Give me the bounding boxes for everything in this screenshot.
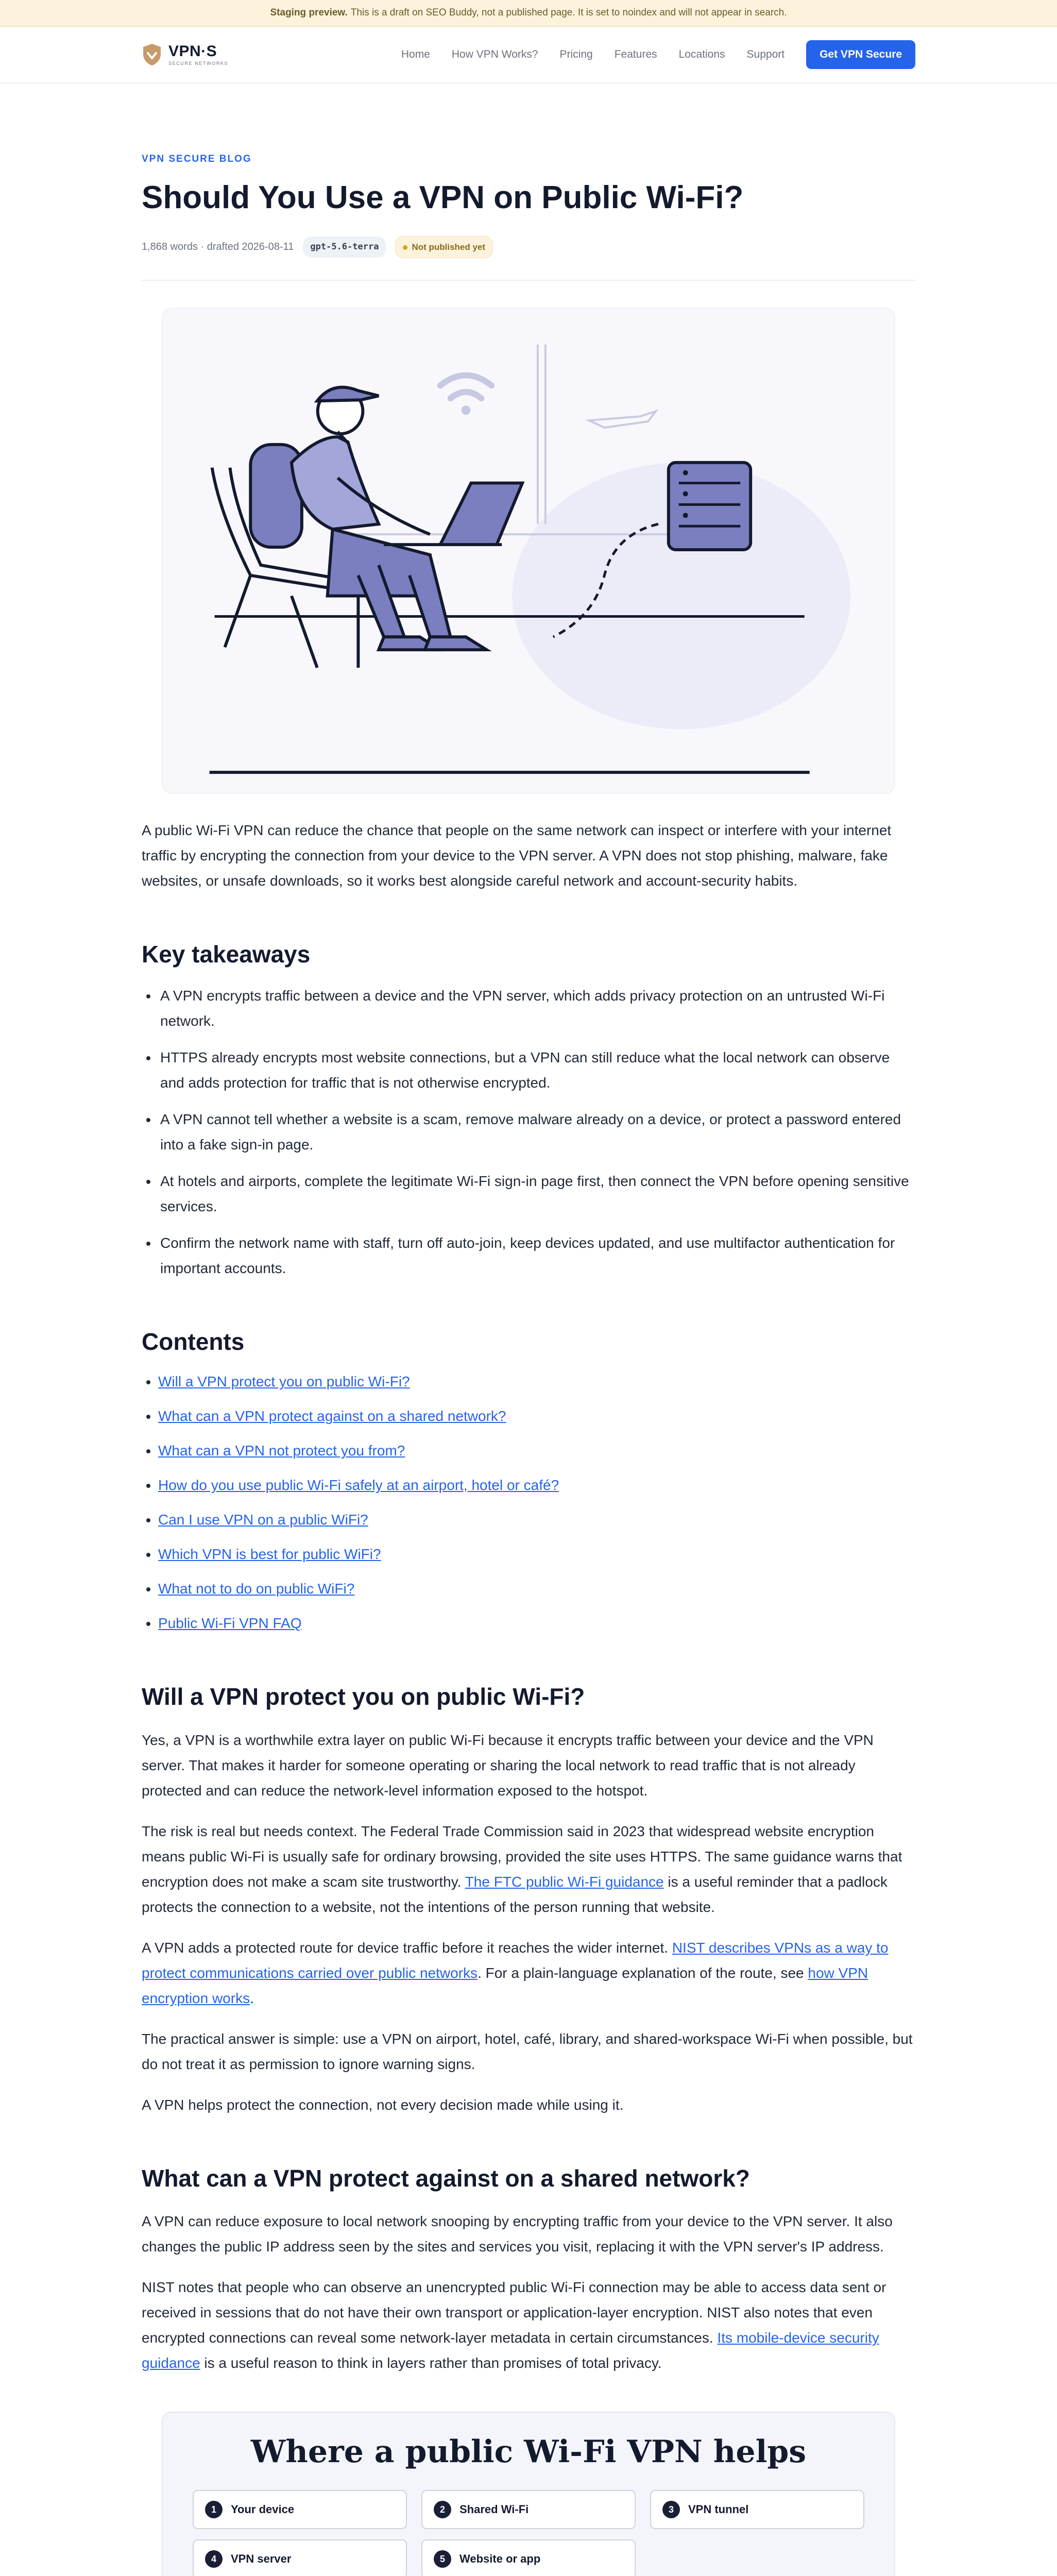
route-step <box>421 2539 636 2576</box>
get-vpn-secure-button[interactable]: Get VPN Secure <box>806 40 915 69</box>
nav-link-how-vpn-works[interactable]: How VPN Works? <box>451 48 538 60</box>
list-item: • Confirm the network name with staff, turn off auto-join, keep devices updated, and use multifactor authentication for important accounts. <box>158 1230 915 1281</box>
step-label: Shared Wi-Fi <box>459 2503 529 2516</box>
paragraph: A VPN helps protect the connection, not every decision made while using it. <box>142 2096 624 2113</box>
paragraph <box>142 1819 915 1920</box>
step-number: 5 <box>434 2550 451 2568</box>
paragraph-text: is a useful reason to think in layers rather than promises of total privacy. <box>200 2355 662 2371</box>
list-item: • A VPN cannot tell whether a website is a scam, remove malware already on a device, or protect a password entered into a fake sign-in page. <box>158 1107 915 1157</box>
nav-link-locations[interactable]: Locations <box>678 48 725 60</box>
route-step <box>193 2539 407 2576</box>
contents-heading: Contents <box>142 1328 245 1355</box>
article <box>142 150 915 2576</box>
step-number: 2 <box>434 2501 451 2518</box>
paragraph-text: . <box>250 1990 254 2006</box>
paragraph <box>142 1935 915 2011</box>
page-title: Should You Use a VPN on Public Wi-Fi? <box>142 180 744 216</box>
route-step <box>421 2490 636 2529</box>
step-label: VPN server <box>231 2552 292 2566</box>
step-label: Your device <box>231 2503 295 2516</box>
toc-link[interactable]: What can a VPN protect against on a shared network? <box>158 1408 506 1425</box>
figure-title: Where a public Wi-Fi VPN helps <box>250 2434 807 2470</box>
vpn-route-figure <box>162 2412 895 2576</box>
article-eyebrow: VPN SECURE BLOG <box>142 154 252 164</box>
brand-name: VPN·S <box>168 42 217 60</box>
laptop-traveler-illustration <box>163 309 894 793</box>
status-badge-label: Not published yet <box>412 242 486 252</box>
paragraph-text: NIST notes that people who can observe an unencrypted public Wi-Fi connection may be able to access data sent or received in sessions that do not have their own transport or application-layer encryption. NIST also notes that even encrypted connections can reveal some network-layer metadata in certain circumstances. <box>142 2279 886 2346</box>
nist-vpn-link[interactable]: NIST describes VPNs as a way to protect communications carried over public networks <box>142 1939 889 1981</box>
key-takeaways-heading: Key takeaways <box>142 941 311 968</box>
list-item: • HTTPS already encrypts most website connections, but a VPN can still reduce what the local network can observe and adds protection for traffic that is not otherwise encrypted. <box>158 1045 915 1095</box>
nav-links <box>401 40 915 69</box>
step-number: 1 <box>205 2501 223 2518</box>
toc-item <box>158 1472 915 1498</box>
hero-illustration <box>162 308 895 794</box>
paragraph-text: . For a plain-language explanation of the route, see <box>478 1964 808 1981</box>
paragraph-text: The risk is real but needs context. The Federal Trade Commission said in 2023 that widespread website encryption means public Wi-Fi is usually safe for ordinary browsing, provided the site uses HTTPS. The same guidance warns that encryption does not make a scam site trustworthy. <box>142 1823 902 1890</box>
brand-logo[interactable] <box>142 43 228 66</box>
shield-logo-icon <box>142 43 162 66</box>
toc-item <box>158 1611 915 1636</box>
top-navigation <box>0 27 1057 83</box>
toc-link[interactable]: Which VPN is best for public WiFi? <box>158 1546 381 1563</box>
nav-link-home[interactable]: Home <box>401 48 430 60</box>
article-intro: A public Wi-Fi VPN can reduce the chance that people on the same network can inspect or interfere with your internet traffic by encrypting the connection from your device to the VPN server. A VPN does not stop phishing, malware, fake websites, or unsafe downloads, so it works best alongside careful network and account-security habits. <box>142 822 892 889</box>
step-label: Website or app <box>459 2552 541 2566</box>
status-dot-icon <box>403 245 407 250</box>
step-number: 3 <box>662 2501 680 2518</box>
paragraph: A VPN can reduce exposure to local network snooping by encrypting traffic from your device to the VPN server. It also changes the public IP address seen by the sites and services you visit, replacing it with the VPN server's IP address. <box>142 2213 893 2255</box>
key-takeaways-list <box>142 983 915 1281</box>
nav-link-features[interactable]: Features <box>614 48 657 60</box>
banner-text: This is a draft on SEO Buddy, not a published page. It is set to noindex and will not appear in search. <box>350 7 787 19</box>
article-meta <box>142 236 915 281</box>
section-heading-shared-network: What can a VPN protect against on a shared network? <box>142 2164 750 2192</box>
table-of-contents <box>142 1369 915 1636</box>
status-badge <box>395 236 493 259</box>
toc-link[interactable]: Public Wi-Fi VPN FAQ <box>158 1615 302 1632</box>
toc-link[interactable]: What can a VPN not protect you from? <box>158 1443 405 1459</box>
paragraph: Yes, a VPN is a worthwhile extra layer on public Wi-Fi because it encrypts traffic between your device and the VPN server. That makes it harder for someone operating or sharing the local network to read traffic that is not already protected and can reduce the network-level information exposed to the hotspot. <box>142 1732 874 1799</box>
toc-link[interactable]: What not to do on public WiFi? <box>158 1581 355 1597</box>
nav-link-support[interactable]: Support <box>746 48 785 60</box>
toc-item <box>158 1403 915 1429</box>
banner-strong: Staging preview. <box>270 7 348 19</box>
article-word-count: 1,868 words · drafted 2026-08-11 <box>142 241 294 253</box>
paragraph-text: A VPN adds a protected route for device traffic before it reaches the wider internet. <box>142 1939 672 1956</box>
toc-item <box>158 1438 915 1463</box>
toc-item <box>158 1576 915 1601</box>
list-item: • A VPN encrypts traffic between a device and the VPN server, which adds privacy protection on an untrusted Wi-Fi network. <box>158 983 915 1033</box>
step-label: VPN tunnel <box>688 2503 749 2516</box>
staging-banner <box>0 0 1057 27</box>
vpn-encryption-link[interactable]: how VPN encryption works <box>142 1964 868 2006</box>
toc-link[interactable]: Will a VPN protect you on public Wi-Fi? <box>158 1374 410 1390</box>
toc-item <box>158 1541 915 1567</box>
model-chip: gpt-5.6-terra <box>303 236 386 258</box>
toc-item <box>158 1369 915 1394</box>
toc-link[interactable]: How do you use public Wi-Fi safely at an airport, hotel or café? <box>158 1477 559 1494</box>
brand-tagline: SECURE NETWORKS <box>168 60 229 66</box>
paragraph-text: is a useful reminder that a padlock protects the connection to a website, not the intentions of the person running that website. <box>142 1873 888 1915</box>
ftc-guidance-link[interactable]: The FTC public Wi-Fi guidance <box>465 1873 664 1890</box>
nav-link-pricing[interactable]: Pricing <box>559 48 593 60</box>
paragraph <box>142 2275 915 2376</box>
route-step <box>650 2490 864 2529</box>
paragraph: The practical answer is simple: use a VPN on airport, hotel, café, library, and shared-workspace Wi-Fi when possible, but do not treat it as permission to ignore warning signs. <box>142 2030 913 2072</box>
mobile-security-link[interactable]: Its mobile-device security guidance <box>142 2330 879 2371</box>
route-step <box>193 2490 407 2529</box>
route-steps <box>193 2490 864 2576</box>
list-item: • At hotels and airports, complete the legitimate Wi-Fi sign-in page first, then connect the VPN before opening sensitive services. <box>158 1168 915 1219</box>
section-heading-protect: Will a VPN protect you on public Wi-Fi? <box>142 1683 585 1710</box>
toc-item <box>158 1507 915 1532</box>
toc-link[interactable]: Can I use VPN on a public WiFi? <box>158 1512 368 1528</box>
step-number: 4 <box>205 2550 223 2568</box>
